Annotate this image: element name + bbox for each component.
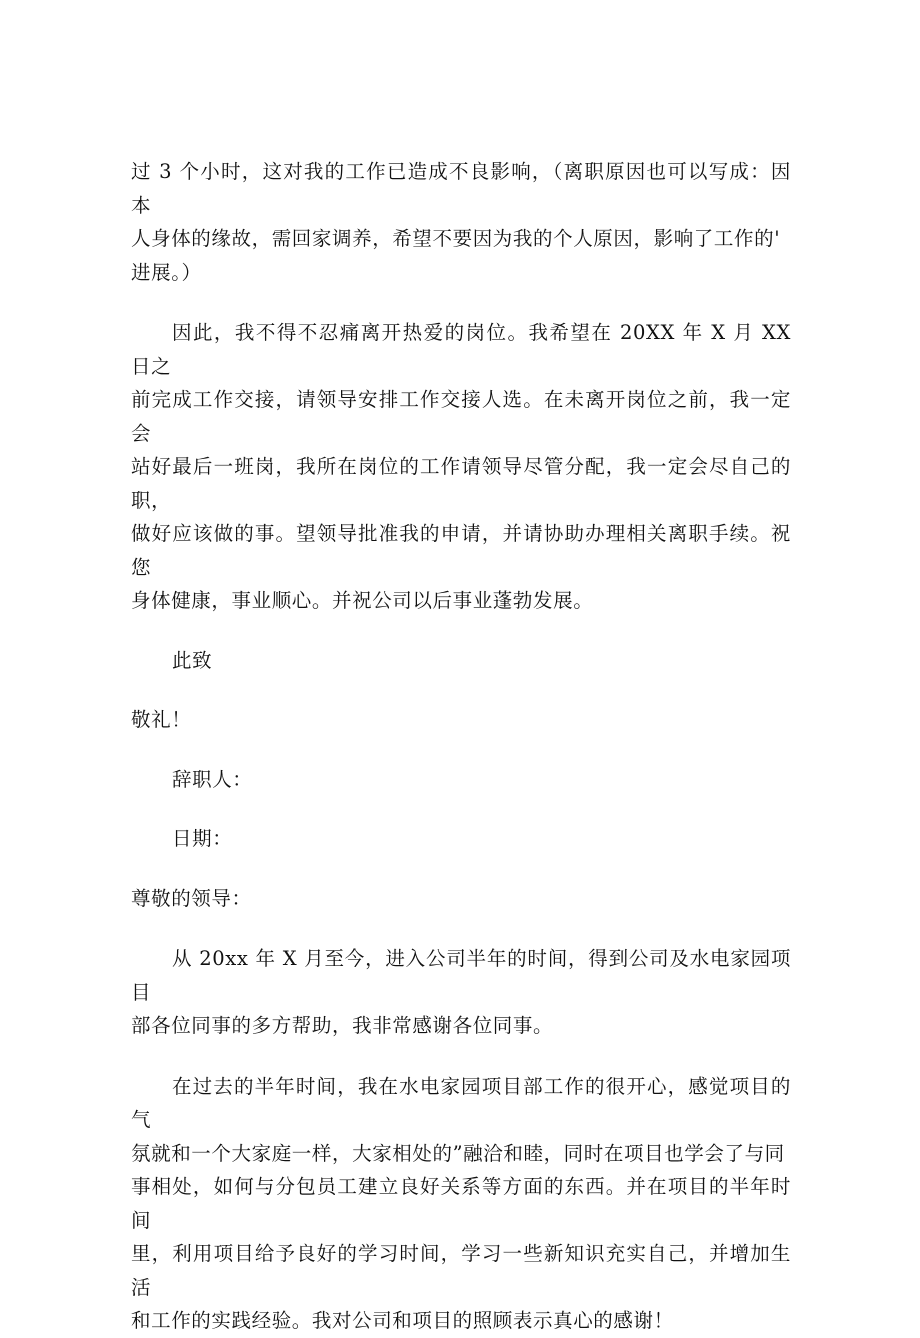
text-line: 事相处，如何与分包员工建立良好关系等方面的东西。并在项目的半年时间 [131, 1175, 791, 1232]
text-line: 从 20xx 年 X 月至今，进入公司半年的时间，得到公司及水电家园项目 [131, 947, 791, 1004]
text-line: 敬礼！ [131, 708, 192, 731]
paragraph-handover [131, 316, 791, 618]
letter-page [131, 155, 791, 1338]
text-line: 和工作的实践经验。我对公司和项目的照顾表示真心的感谢！ [131, 1309, 674, 1332]
closing-regards [131, 703, 791, 737]
text-line: 前完成工作交接，请领导安排工作交接人选。在未离开岗位之前，我一定会 [131, 388, 791, 445]
paragraph-experience [131, 1070, 791, 1338]
text-line: 此致 [172, 648, 213, 672]
paragraph-reason-continued [131, 155, 791, 289]
text-line: 进展。） [131, 260, 202, 284]
text-line: 尊敬的领导： [131, 886, 252, 910]
closing-salutation [131, 644, 791, 678]
paragraph-thanks-intro [131, 942, 791, 1043]
text-line: 过 3 个小时，这对我的工作已造成不良影响，（离职原因也可以写成：因本 [131, 160, 791, 217]
text-line: 站好最后一班岗，我所在岗位的工作请领导尽管分配，我一定会尽自己的职， [131, 455, 791, 512]
text-line: 日期： [172, 827, 233, 850]
text-line: 氛就和一个大家庭一样，大家相处的”融洽和睦，同时在项目也学会了与同 [131, 1141, 785, 1165]
text-line: 辞职人： [172, 767, 253, 791]
resigner-label [131, 763, 791, 797]
text-line: 人身体的缘故，需回家调养，希望不要因为我的个人原因，影响了工作的' [131, 227, 781, 250]
text-line: 在过去的半年时间，我在水电家园项目部工作的很开心，感觉项目的气 [131, 1074, 791, 1131]
letter-greeting [131, 882, 791, 916]
text-line: 部各位同事的多方帮助，我非常感谢各位同事。 [131, 1014, 554, 1037]
text-line: 做好应该做的事。望领导批准我的申请，并请协助办理相关离职手续。祝您 [131, 522, 791, 579]
text-line: 身体健康，事业顺心。并祝公司以后事业蓬勃发展。 [131, 589, 594, 612]
date-label [131, 822, 791, 856]
text-line: 里，利用项目给予良好的学习时间，学习一些新知识充实自己，并增加生活 [131, 1242, 791, 1299]
text-line: 因此，我不得不忍痛离开热爱的岗位。我希望在 20XX 年 X 月 XX 日之 [131, 321, 791, 378]
